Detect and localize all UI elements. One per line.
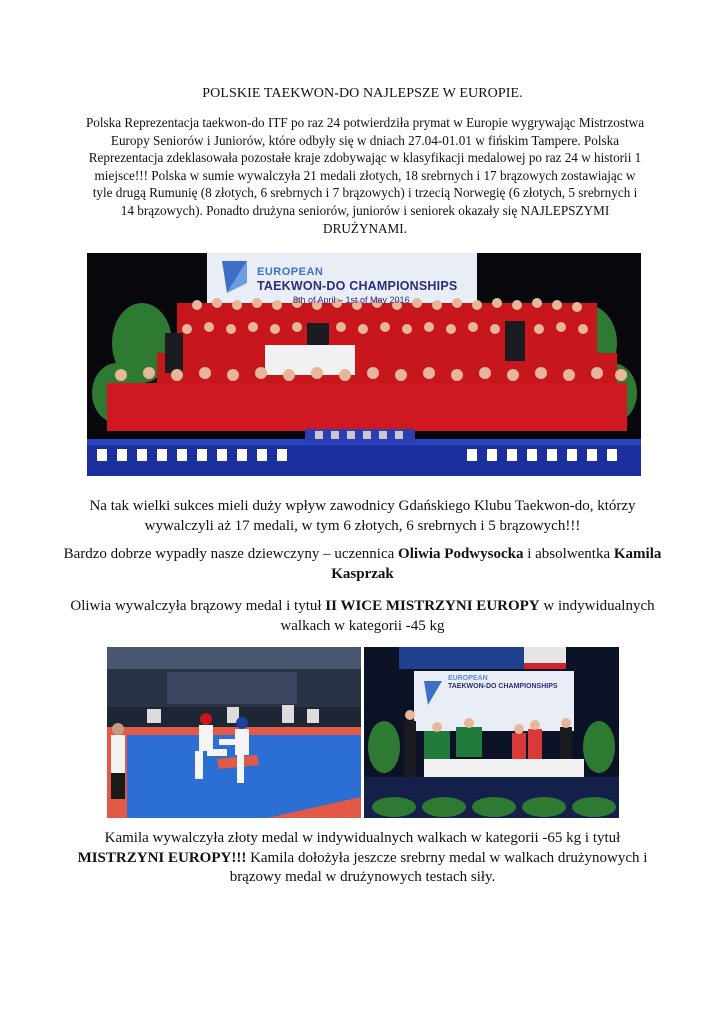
podium-banner-line1: EUROPEAN xyxy=(448,675,488,682)
paragraph-gdansk: Na tak wielki sukces mieli duży wpływ zawodnicy Gdańskiego Klubu Taekwon-do, którzy wywalczyli aż 17 medali, w tym 6 złotych, 6 srebrnych i 5 brązowych!!! xyxy=(89,498,636,534)
paragraph-girls-prefix: Bardzo dobrze wypadły nasze dziewczyny – uczennica xyxy=(63,546,399,562)
paragraph-kamila-prefix: Kamila wywalczyła złoty medal w indywidualnych walkach w kategorii -65 kg i tytuł xyxy=(104,830,621,846)
podium-photo-graphic xyxy=(364,647,619,818)
fight-photo-graphic xyxy=(107,647,361,818)
paragraph-oliwia xyxy=(60,597,665,636)
paragraph-kamila-suffix: Kamila dołożyła jeszcze srebrny medal w walkach drużynowych i brązowy medal w drużynowych testach siły. xyxy=(229,849,648,885)
team-banner-line1: EUROPEAN xyxy=(257,266,324,278)
team-photo xyxy=(87,253,641,476)
paragraph-oliwia-suffix: w indywidualnych walkach w kategorii -45 kg xyxy=(280,598,655,634)
fight-photo xyxy=(107,647,361,818)
name-oliwia: Oliwia Podwysocka xyxy=(398,546,524,562)
intro-paragraph: Polska Reprezentacja taekwon-do ITF po raz 24 potwierdziła prymat w Europie wygrywając Mistrzostwa Europy Seniorów i Juniorów, które odbyły się w dniach 27.04-01.01 w fińskim Tampere. Polska Reprezentacja zdeklasowała pozostałe kraje zdobywając w klasyfikacji medalowej po raz 24 w historii 1 miejsce!!! Polska w sumie wywalczyła 21 medali złotych, 18 srebrnych i 17 brązowych zostawiając w tyle drugą Rumunię (8 złotych, 6 srebrnych i 7 brązowych) i trzecią Norwegię (6 złotych, 5 srebrnych i 14 brązowych). Ponadto drużyna seniorów, juniorów i seniorek okazały się NAJLEPSZYMI DRUŻYNAMI. xyxy=(85,115,645,236)
paragraph-girls xyxy=(60,545,665,584)
title-kamila: MISTRZYNI EUROPY!!! xyxy=(77,849,247,866)
name-kamila: Kamila Kasprzak xyxy=(331,546,662,582)
team-banner-line2: TAEKWON-DO CHAMPIONSHIPS xyxy=(257,279,458,293)
paragraph-oliwia-prefix: Oliwia wywalczyła brązowy medal i tytuł xyxy=(70,598,326,614)
paragraph-kamila xyxy=(60,829,665,888)
podium-photo xyxy=(364,647,619,818)
title-oliwia: II WICE MISTRZYNI EUROPY xyxy=(325,598,540,614)
podium-banner-line2: TAEKWON-DO CHAMPIONSHIPS xyxy=(448,683,558,690)
page-title: POLSKIE TAEKWON-DO NAJLEPSZE W EUROPIE. xyxy=(202,86,523,101)
paragraph-girls-middle: i absolwentka xyxy=(523,546,614,562)
team-banner-dates: 8th of April – 1st of May 2016 xyxy=(293,295,410,305)
